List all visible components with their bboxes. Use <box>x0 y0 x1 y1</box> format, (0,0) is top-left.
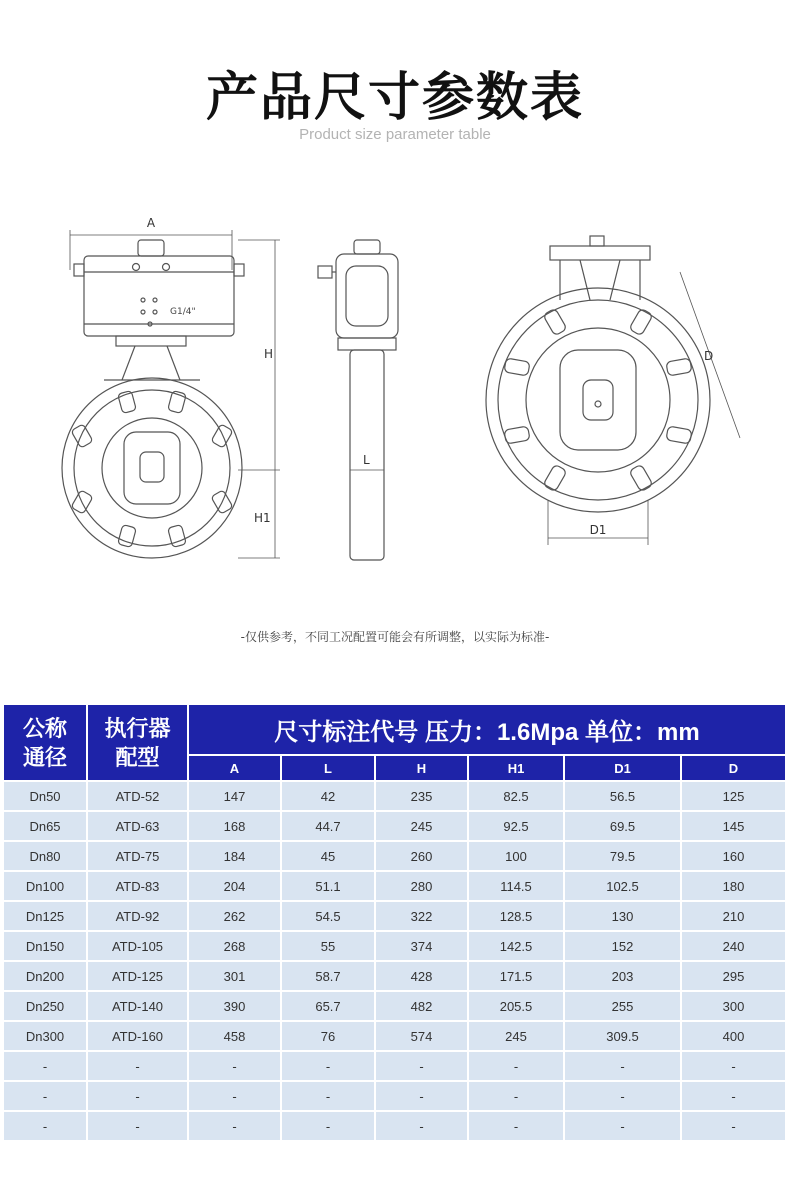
table-cell: 92.5 <box>469 812 563 840</box>
table-cell: - <box>376 1052 467 1080</box>
table-cell: 262 <box>189 902 280 930</box>
table-cell: - <box>565 1082 680 1110</box>
table-cell: - <box>469 1052 563 1080</box>
table-row <box>4 992 785 1020</box>
table-row <box>4 902 785 930</box>
dim-label-l: L <box>363 453 370 467</box>
table-cell: 204 <box>189 872 280 900</box>
table-cell: - <box>189 1052 280 1080</box>
table-cell: Dn65 <box>4 812 86 840</box>
parameter-table <box>2 703 787 1142</box>
header-actuator-model-label: 执行器 配型 <box>104 715 171 770</box>
table-cell: 309.5 <box>565 1022 680 1050</box>
table-cell: 69.5 <box>565 812 680 840</box>
table-cell: 300 <box>682 992 785 1020</box>
table-cell: - <box>282 1052 374 1080</box>
table-cell: Dn300 <box>4 1022 86 1050</box>
table-cell: 260 <box>376 842 467 870</box>
header-nominal-diameter-label: 公称 通径 <box>22 715 67 770</box>
table-cell: - <box>682 1112 785 1140</box>
table-cell: ATD-83 <box>88 872 187 900</box>
table-cell: 128.5 <box>469 902 563 930</box>
table-row <box>4 962 785 990</box>
table-cell: 400 <box>682 1022 785 1050</box>
table-cell: 295 <box>682 962 785 990</box>
dim-label-a: A <box>146 216 156 230</box>
header-col-d: D <box>682 756 785 780</box>
table-row <box>4 842 785 870</box>
table-cell: 235 <box>376 782 467 810</box>
table-cell: 130 <box>565 902 680 930</box>
front-view <box>62 216 280 558</box>
page-subtitle: Product size parameter table <box>299 126 491 143</box>
table-cell: 574 <box>376 1022 467 1050</box>
table-cell: 100 <box>469 842 563 870</box>
table-cell: 322 <box>376 902 467 930</box>
table-cell: 210 <box>682 902 785 930</box>
table-row <box>4 1052 785 1080</box>
dim-label-d: D <box>704 349 714 363</box>
disclaimer-note: -仅供参考，不同工况配置可能会有所调整，以实际为标准- <box>240 630 550 644</box>
table-cell: 390 <box>189 992 280 1020</box>
top-view <box>486 236 740 545</box>
header-col-h: H <box>376 756 467 780</box>
table-cell: 171.5 <box>469 962 563 990</box>
table-cell: 482 <box>376 992 467 1020</box>
table-cell: - <box>189 1112 280 1140</box>
table-cell: 280 <box>376 872 467 900</box>
table-cell: Dn80 <box>4 842 86 870</box>
header-nominal-diameter <box>4 705 86 780</box>
table-cell: - <box>4 1052 86 1080</box>
table-cell: 82.5 <box>469 782 563 810</box>
table-cell: 152 <box>565 932 680 960</box>
dim-label-h1: H1 <box>254 511 271 525</box>
table-cell: 180 <box>682 872 785 900</box>
table-cell: 458 <box>189 1022 280 1050</box>
table-cell: 184 <box>189 842 280 870</box>
table-row <box>4 932 785 960</box>
header-col-a: A <box>189 756 280 780</box>
table-cell: Dn100 <box>4 872 86 900</box>
table-cell: - <box>682 1082 785 1110</box>
table-cell: Dn200 <box>4 962 86 990</box>
table-cell: 255 <box>565 992 680 1020</box>
table-cell: ATD-125 <box>88 962 187 990</box>
table-row <box>4 782 785 810</box>
page-title: 产品尺寸参数表 <box>205 68 584 128</box>
table-row <box>4 1112 785 1140</box>
table-cell: - <box>376 1112 467 1140</box>
table-cell: Dn250 <box>4 992 86 1020</box>
table-cell: 428 <box>376 962 467 990</box>
table-cell: 44.7 <box>282 812 374 840</box>
table-cell: 268 <box>189 932 280 960</box>
table-cell: - <box>565 1112 680 1140</box>
table-cell: 205.5 <box>469 992 563 1020</box>
table-cell: ATD-75 <box>88 842 187 870</box>
table-cell: 168 <box>189 812 280 840</box>
table-cell: - <box>469 1112 563 1140</box>
table-cell: 58.7 <box>282 962 374 990</box>
table-cell: - <box>682 1052 785 1080</box>
table-cell: 65.7 <box>282 992 374 1020</box>
table-cell: - <box>88 1112 187 1140</box>
table-cell: - <box>376 1082 467 1110</box>
table-cell: 56.5 <box>565 782 680 810</box>
table-cell: - <box>282 1112 374 1140</box>
table-cell: Dn50 <box>4 782 86 810</box>
table-cell: 55 <box>282 932 374 960</box>
table-cell: 54.5 <box>282 902 374 930</box>
table-body <box>4 782 785 1140</box>
table-cell: 79.5 <box>565 842 680 870</box>
table-cell: 114.5 <box>469 872 563 900</box>
table-cell: 145 <box>682 812 785 840</box>
table-cell: - <box>88 1052 187 1080</box>
port-label: G1/4" <box>170 307 196 317</box>
table-cell: ATD-63 <box>88 812 187 840</box>
header-dimension-span: 尺寸标注代号 压力：1.6Mpa 单位：mm <box>189 705 785 754</box>
table-cell: 102.5 <box>565 872 680 900</box>
table-cell: 147 <box>189 782 280 810</box>
table-cell: 125 <box>682 782 785 810</box>
table-cell: 301 <box>189 962 280 990</box>
dim-label-d1: D1 <box>589 523 607 537</box>
table-cell: - <box>88 1082 187 1110</box>
table-cell: - <box>565 1052 680 1080</box>
table-cell: - <box>4 1082 86 1110</box>
table-cell: 245 <box>469 1022 563 1050</box>
header-col-h1: H1 <box>469 756 563 780</box>
table-cell: ATD-140 <box>88 992 187 1020</box>
table-cell: 42 <box>282 782 374 810</box>
valve-technical-drawing <box>0 200 790 580</box>
table-cell: 203 <box>565 962 680 990</box>
table-cell: 160 <box>682 842 785 870</box>
header-col-l: L <box>282 756 374 780</box>
table-cell: Dn150 <box>4 932 86 960</box>
header-actuator-model <box>88 705 187 780</box>
table-cell: ATD-52 <box>88 782 187 810</box>
table-cell: - <box>189 1082 280 1110</box>
header-col-d1: D1 <box>565 756 680 780</box>
table-row <box>4 812 785 840</box>
table-cell: 245 <box>376 812 467 840</box>
table-cell: - <box>282 1082 374 1110</box>
dim-label-h: H <box>264 347 274 361</box>
table-cell: 76 <box>282 1022 374 1050</box>
table-row <box>4 1022 785 1050</box>
table-cell: Dn125 <box>4 902 86 930</box>
table-cell: ATD-92 <box>88 902 187 930</box>
table-cell: - <box>469 1082 563 1110</box>
table-cell: ATD-160 <box>88 1022 187 1050</box>
table-cell: ATD-105 <box>88 932 187 960</box>
table-cell: 45 <box>282 842 374 870</box>
table-cell: 240 <box>682 932 785 960</box>
table-row <box>4 1082 785 1110</box>
table-cell: 142.5 <box>469 932 563 960</box>
table-cell: 374 <box>376 932 467 960</box>
table-cell: - <box>4 1112 86 1140</box>
table-cell: 51.1 <box>282 872 374 900</box>
table-row <box>4 872 785 900</box>
side-view <box>318 240 398 560</box>
